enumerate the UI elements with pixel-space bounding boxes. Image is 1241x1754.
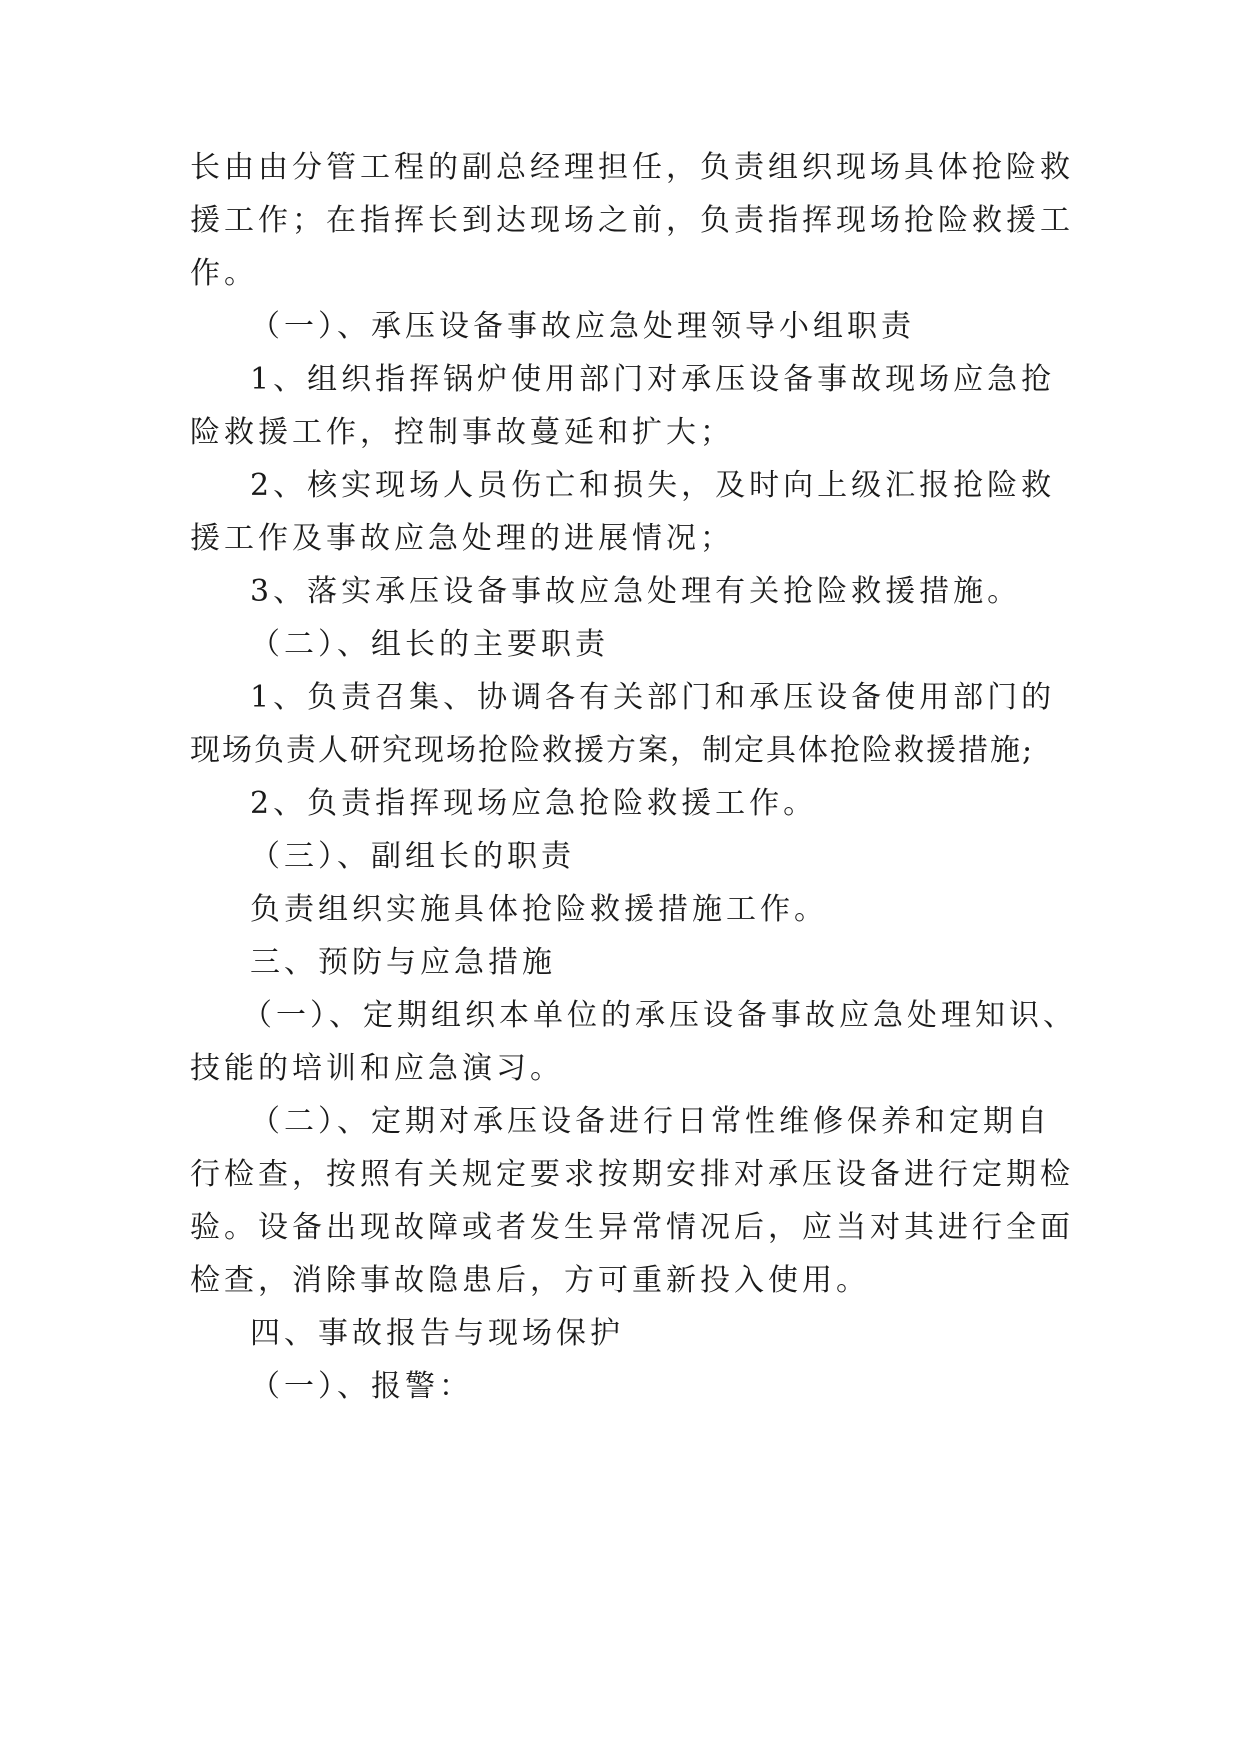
paragraph-line: 3、落实承压设备事故应急处理有关抢险救援措施。 [250,574,1022,609]
section-heading: （三）、副组长的职责 [250,839,575,874]
paragraph-line: （二）、定期对承压设备进行日常性维修保养和定期自 [250,1104,1051,1139]
paragraph-line: 长由由分管工程的副总经理担任，负责组织现场具体抢险救 [190,150,1074,185]
section-heading: （一）、承压设备事故应急处理领导小组职责 [250,309,915,344]
section-heading: （二）、组长的主要职责 [250,627,609,662]
paragraph-line: 援工作及事故应急处理的进展情况； [190,521,734,556]
paragraph-line: 2、核实现场人员伤亡和损失，及时向上级汇报抢险救 [250,468,1056,503]
section-heading: 三、预防与应急措施 [250,945,556,980]
paragraph-line: 1、负责召集、协调各有关部门和承压设备使用部门的 [250,680,1056,715]
paragraph-line: （一）、定期组织本单位的承压设备事故应急处理知识、 [242,998,1077,1033]
section-heading: 四、事故报告与现场保护 [250,1316,624,1351]
paragraph-line: 援工作；在指挥长到达现场之前，负责指挥现场抢险救援工 [190,203,1074,238]
paragraph-line: 2、负责指挥现场应急抢险救援工作。 [250,786,818,821]
paragraph-line: 技能的培训和应急演习。 [190,1051,564,1086]
section-heading: （一）、报警： [250,1369,473,1404]
paragraph-line: 险救援工作，控制事故蔓延和扩大； [190,415,734,450]
paragraph-line: 检查，消除事故隐患后，方可重新投入使用。 [190,1263,870,1298]
paragraph-line: 现场负责人研究现场抢险救援方案，制定具体抢险救援措施; [190,733,1035,768]
paragraph-line: 验。设备出现故障或者发生异常情况后，应当对其进行全面 [190,1210,1074,1245]
paragraph-line: 负责组织实施具体抢险救援措施工作。 [250,892,828,927]
paragraph-line: 行检查，按照有关规定要求按期安排对承压设备进行定期检 [190,1157,1074,1192]
paragraph-line: 作。 [190,256,258,291]
paragraph-line: 1、组织指挥锅炉使用部门对承压设备事故现场应急抢 [250,362,1056,397]
